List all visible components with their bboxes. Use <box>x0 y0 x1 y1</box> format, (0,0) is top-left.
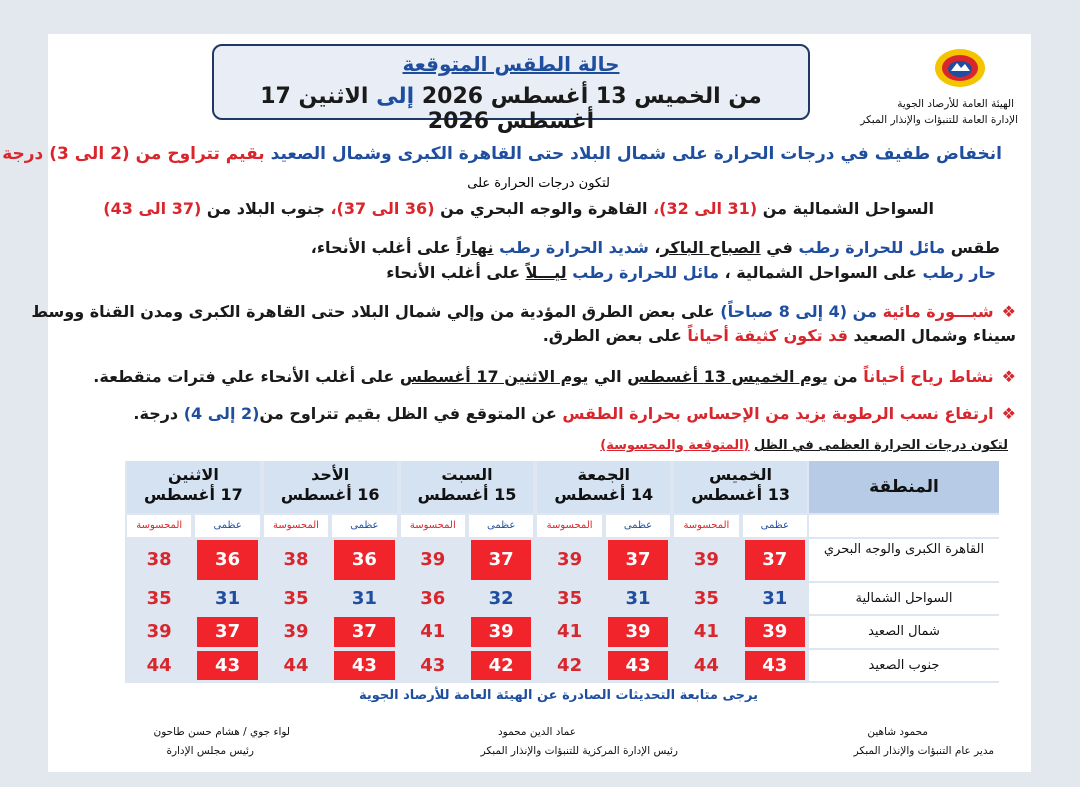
max-temp-cell: 31 <box>215 588 241 609</box>
period-start: من الخميس 13 أغسطس 2026 <box>421 84 762 109</box>
wind-from: من <box>833 367 858 386</box>
feel-temp-cell: 36 <box>420 588 446 609</box>
weather-north-coast: على السواحل الشمالية ، <box>724 263 917 282</box>
bullet-fog-line-1 <box>31 302 1016 321</box>
weather-hot-humid: حار رطب <box>922 263 996 282</box>
cairo-range: (36 الى 37)، <box>330 199 435 218</box>
day-header <box>401 461 534 513</box>
feel-temp-cell: 41 <box>693 621 719 642</box>
bullet-fog-line-2 <box>543 326 1016 345</box>
title-box <box>212 44 810 134</box>
humidity-text: عن المتوقع في الظل بقيم تتراوح من <box>259 404 557 423</box>
fog-time: من (4 إلى 8 صباحاً) <box>720 302 877 321</box>
table-caption <box>600 438 1008 453</box>
fog-roads: على بعض الطرق المؤدية من وإلي شمال البلاد حتى القاهرة الكبرى ومدن القناة ووسط <box>31 302 715 321</box>
feel-subheader: المحسوسة <box>537 515 601 537</box>
max-subheader: عظمى <box>195 515 259 537</box>
weather-day: شديد الحرارة رطب <box>499 238 649 257</box>
feel-temp-cell: 38 <box>146 549 172 570</box>
region-column-header: المنطقة <box>809 461 999 513</box>
max-subheader: عظمى <box>743 515 807 537</box>
signature-1-name: محمود شاهين <box>867 726 928 738</box>
feel-subheader: المحسوسة <box>674 515 738 537</box>
max-temp-cell: 43 <box>197 651 257 680</box>
max-temp-cell: 37 <box>197 617 257 647</box>
diamond-bullet-icon: ❖ <box>1001 404 1016 423</box>
feel-subheader: المحسوسة <box>401 515 465 537</box>
day-name: الجمعة <box>577 465 631 484</box>
wind-start-day: يوم الخميس 13 أغسطس <box>627 367 828 386</box>
feel-subheader: المحسوسة <box>127 515 191 537</box>
bulletin-title: حالة الطقس المتوقعة <box>402 52 620 76</box>
signature-2-name: عماد الدين محمود <box>497 726 576 738</box>
feel-temp-cell: 44 <box>693 655 719 676</box>
max-temp-cell: 39 <box>471 617 531 647</box>
feel-temp-cell: 43 <box>420 655 446 676</box>
weather-most-areas-2: على أغلب الأنحاء <box>386 263 521 282</box>
feel-temp-cell: 42 <box>557 655 583 676</box>
feel-temp-cell: 44 <box>283 655 309 676</box>
north-coast-label: السواحل الشمالية من <box>762 199 934 218</box>
day-date: 15 أغسطس <box>417 485 517 504</box>
max-temp-cell: 43 <box>334 651 394 680</box>
ema-logo-icon <box>934 48 986 88</box>
north-coast-range: (31 الى 32)، <box>653 199 758 218</box>
feel-temp-cell: 39 <box>693 549 719 570</box>
max-temp-cell: 43 <box>745 651 805 680</box>
fog-label: شبـــورة مائية <box>882 302 994 321</box>
max-temp-cell: 39 <box>745 617 805 647</box>
signature-2-title: رئيس الإدارة المركزية للتنبؤات والإنذار المبكر <box>480 745 678 757</box>
feel-temp-cell: 41 <box>420 621 446 642</box>
intro-decrease-range: بقيم تتراوح من (2 الى 3) درجة <box>2 144 265 164</box>
feel-temp-cell: 35 <box>146 588 172 609</box>
weather-morning: مائل للحرارة رطب <box>798 238 946 257</box>
region-name: السواحل الشمالية <box>809 583 999 614</box>
day-date: 16 أغسطس <box>280 485 380 504</box>
signature-3-name: لواء جوي / هشام حسن طاحون <box>153 726 290 738</box>
intro-decrease: انخفاض طفيف في درجات الحرارة على شمال البلاد حتى القاهرة الكبرى وشمال الصعيد <box>270 144 1002 164</box>
max-temp-cell: 37 <box>471 540 531 580</box>
day-date: 17 أغسطس <box>144 485 243 504</box>
day-date: 13 أغسطس <box>691 485 790 504</box>
period-end: الاثنين 17 أغسطس 2026 <box>260 84 595 134</box>
day-header <box>537 461 670 513</box>
feel-temp-cell: 38 <box>283 549 309 570</box>
feel-temp-cell: 39 <box>420 549 446 570</box>
day-name: الأحد <box>311 465 350 484</box>
intro-line-1 <box>2 144 1002 164</box>
fog-regions: سيناء وشمال الصعيد <box>853 326 1016 345</box>
humidity-label: ارتفاع نسب الرطوبة يزيد من الإحساس بحرارة الطقس <box>562 404 994 423</box>
feel-temp-cell: 39 <box>283 621 309 642</box>
max-temp-cell: 37 <box>608 540 668 580</box>
caption-main: لتكون درجات الحرارة العظمى في الظل <box>754 438 1008 453</box>
footer-note <box>359 688 758 703</box>
intro-line-2: لتكون درجات الحرارة على <box>467 176 610 191</box>
wind-scope: على أغلب الأنحاء علي فترات متقطعة. <box>93 367 395 386</box>
feel-temp-cell: 35 <box>557 588 583 609</box>
weather-comma: ، <box>654 238 661 257</box>
max-temp-cell: 37 <box>334 617 394 647</box>
max-temp-cell: 31 <box>351 588 377 609</box>
fog-dense: قد تكون كثيفة أحياناً <box>687 326 848 345</box>
weather-line-1 <box>311 238 1000 257</box>
footer-note-text: يرجى متابعة التحديثات الصادرة عن الهيئة العامة للأرصاد الجوية <box>358 688 758 703</box>
max-temp-cell: 37 <box>745 540 805 580</box>
diamond-bullet-icon: ❖ <box>1001 302 1016 321</box>
weather-nighttime: ليـــلاً <box>525 263 567 282</box>
day-name: السبت <box>441 465 493 484</box>
day-header <box>674 461 807 513</box>
wind-end-day: يوم الاثنين 17 أغسطس <box>399 367 589 386</box>
weather-most-areas: على أغلب الأنحاء، <box>310 238 451 257</box>
feel-temp-cell: 35 <box>283 588 309 609</box>
max-temp-cell: 31 <box>762 588 788 609</box>
max-temp-cell: 36 <box>197 540 257 580</box>
org-department: الإدارة العامة للتنبؤات والإنذار المبكر <box>860 114 1018 126</box>
period-to: إلى <box>376 84 415 109</box>
weather-line-2 <box>386 263 996 282</box>
max-temp-cell: 39 <box>608 617 668 647</box>
humidity-unit: درجة. <box>133 404 179 423</box>
day-date: 14 أغسطس <box>554 485 654 504</box>
forecast-period <box>214 84 808 134</box>
weather-night: مائل للحرارة رطب <box>572 263 719 282</box>
region-name: جنوب الصعيد <box>809 650 999 681</box>
south-label: جنوب البلاد من <box>206 199 325 218</box>
feel-subheader: المحسوسة <box>264 515 328 537</box>
bullet-humidity <box>133 404 1016 423</box>
feel-temp-cell: 44 <box>146 655 172 676</box>
weather-early-morning: الصباح الباكر <box>660 238 761 257</box>
weather-in: في <box>766 238 793 257</box>
day-header <box>127 461 260 513</box>
max-temp-cell: 36 <box>334 540 394 580</box>
region-name: شمال الصعيد <box>809 616 999 648</box>
max-temp-cell: 43 <box>608 651 668 680</box>
caption-sub: (المتوقعة والمحسوسة) <box>600 438 750 453</box>
day-name: الخميس <box>709 465 773 484</box>
max-temp-cell: 31 <box>625 588 651 609</box>
fog-some-roads: على بعض الطرق. <box>542 326 682 345</box>
diamond-bullet-icon: ❖ <box>1001 367 1016 386</box>
intro-line-3 <box>103 199 934 218</box>
weather-word: طقس <box>950 238 1000 257</box>
max-subheader: عظمى <box>606 515 670 537</box>
south-range: (37 الى 43) <box>103 199 202 218</box>
humidity-range: (2 إلى 4) <box>183 404 260 423</box>
max-subheader: عظمى <box>332 515 396 537</box>
region-subheader <box>809 515 999 537</box>
max-temp-cell: 42 <box>471 651 531 680</box>
signature-1-title: مدير عام التنبؤات والإنذار المبكر <box>853 745 994 757</box>
day-header <box>264 461 397 513</box>
org-name: الهيئة العامة للأرصاد الجوية <box>897 98 1014 110</box>
max-subheader: عظمى <box>469 515 533 537</box>
max-temp-cell: 32 <box>488 588 514 609</box>
weather-daytime: نهاراً <box>456 238 494 257</box>
feel-temp-cell: 35 <box>693 588 719 609</box>
wind-label: نشاط رياح أحياناً <box>863 367 994 386</box>
wind-to: الي <box>593 367 622 386</box>
cairo-label: القاهرة والوجه البحري من <box>440 199 648 218</box>
signature-3-title: رئيس مجلس الإدارة <box>166 745 254 757</box>
region-name: القاهرة الكبرى والوجه البحري <box>809 539 999 581</box>
day-name: الاثنين <box>167 465 219 484</box>
feel-temp-cell: 41 <box>557 621 583 642</box>
feel-temp-cell: 39 <box>557 549 583 570</box>
bullet-wind <box>93 367 1016 386</box>
feel-temp-cell: 39 <box>146 621 172 642</box>
